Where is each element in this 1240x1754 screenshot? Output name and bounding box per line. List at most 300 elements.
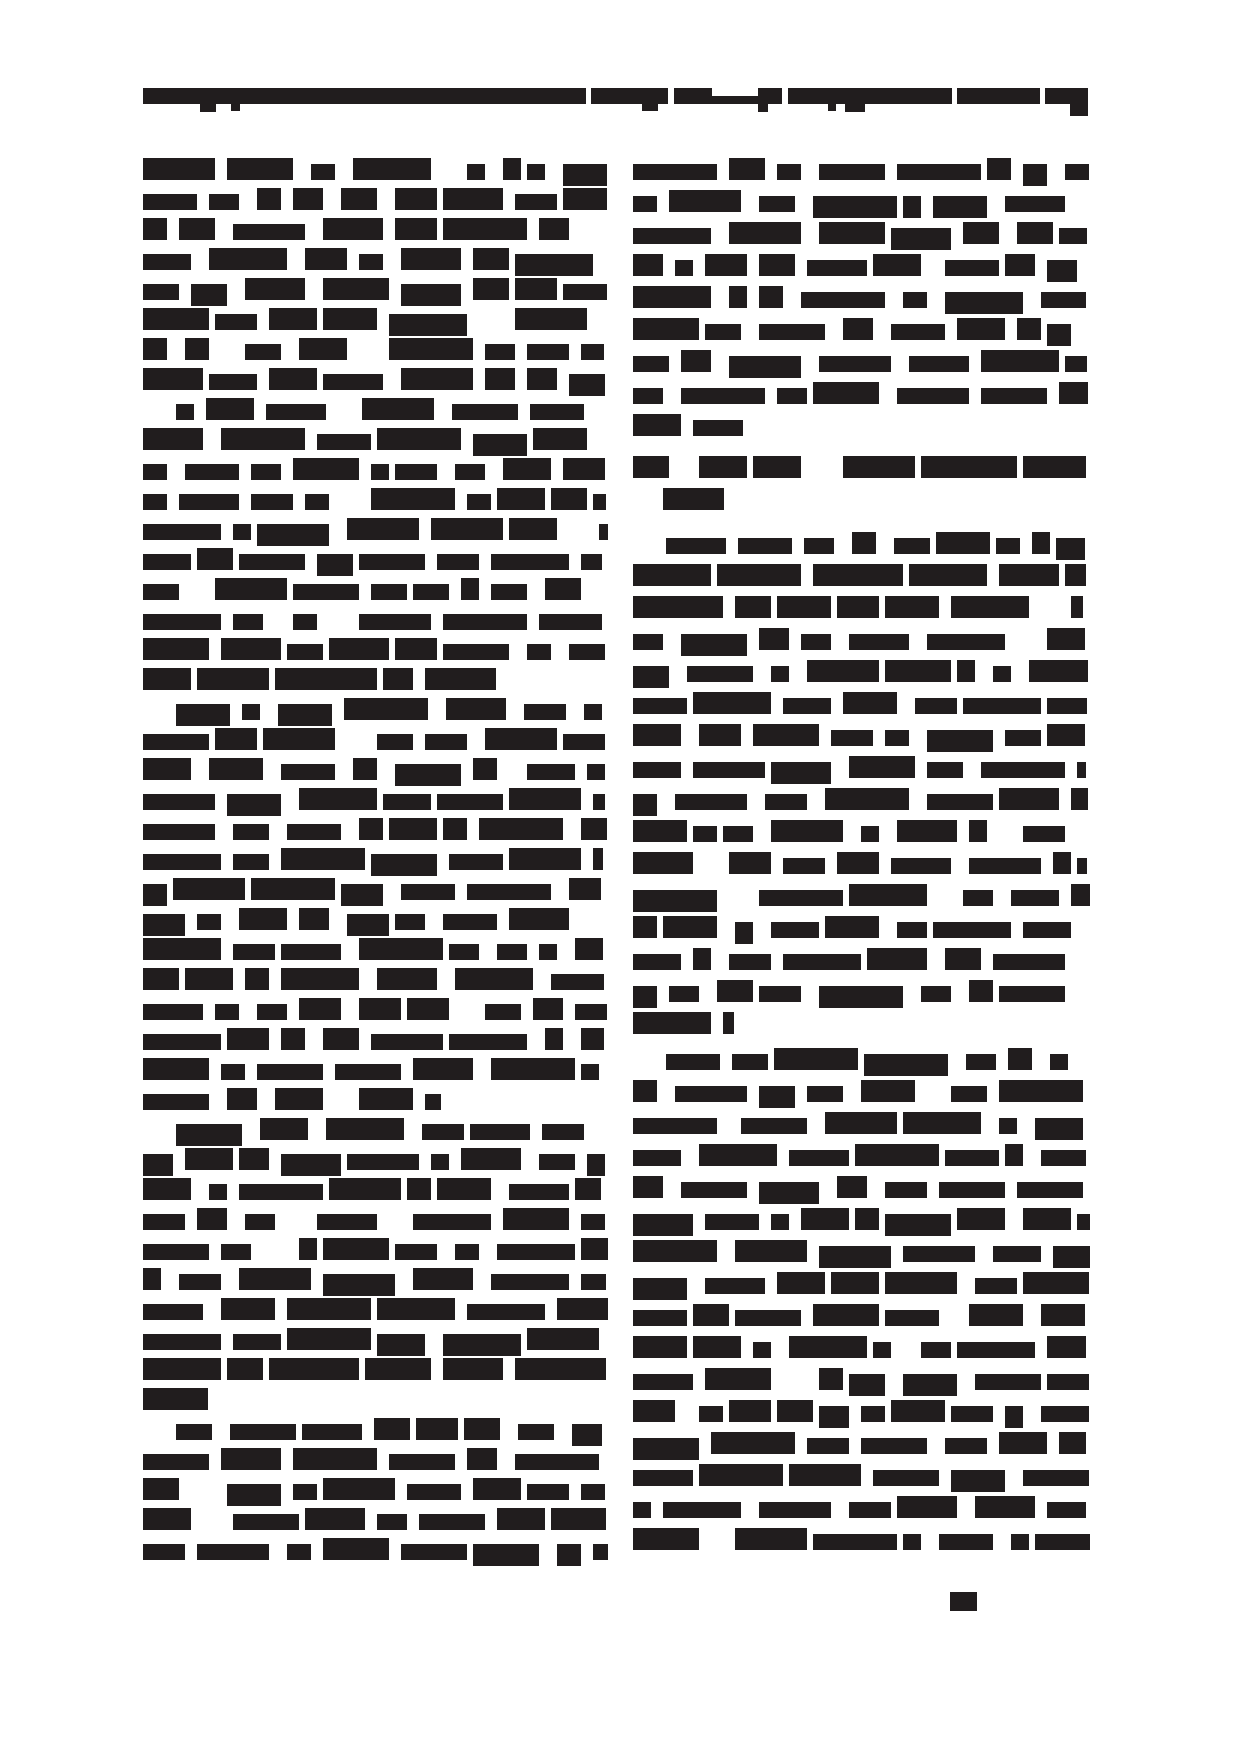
- word-block: [305, 494, 329, 510]
- word-block: [813, 196, 897, 218]
- word-block: [633, 414, 681, 436]
- word-block: [293, 584, 359, 600]
- word-block: [633, 852, 693, 874]
- word-block: [789, 1464, 861, 1486]
- word-block: [909, 356, 969, 372]
- word-block: [849, 1502, 891, 1518]
- word-block: [804, 538, 834, 554]
- word-block: [245, 344, 281, 360]
- word-block: [861, 1438, 927, 1454]
- word-block: [530, 404, 584, 420]
- word-block: [669, 986, 699, 1002]
- word-block: [783, 698, 831, 714]
- word-block: [365, 1358, 431, 1380]
- word-block: [891, 324, 945, 340]
- word-block: [633, 1214, 693, 1236]
- word-block: [524, 704, 566, 720]
- word-block: [518, 1424, 554, 1440]
- word-block: [281, 1154, 341, 1176]
- header-word-gap: [668, 88, 674, 104]
- word-block: [975, 1374, 1041, 1390]
- text-line: [143, 1058, 608, 1088]
- word-block: [581, 1214, 605, 1230]
- word-block: [693, 1336, 741, 1358]
- word-block: [569, 644, 605, 660]
- running-header: [143, 88, 1088, 118]
- word-block: [735, 1240, 807, 1262]
- word-block: [227, 794, 281, 816]
- text-line: [633, 414, 1090, 446]
- word-block: [323, 1028, 359, 1050]
- word-block: [587, 1154, 605, 1176]
- word-block: [176, 704, 230, 726]
- text-line: [633, 980, 1090, 1012]
- word-block: [143, 1454, 209, 1470]
- word-block: [143, 1334, 221, 1350]
- word-block: [551, 974, 604, 990]
- word-block: [473, 248, 509, 270]
- word-block: [981, 350, 1059, 372]
- word-block: [347, 1154, 419, 1170]
- word-block: [1041, 1406, 1089, 1422]
- word-block: [753, 456, 801, 478]
- text-line: [633, 884, 1090, 916]
- word-block: [323, 1274, 395, 1296]
- word-block: [377, 1514, 407, 1530]
- word-block: [143, 1058, 209, 1080]
- word-block: [666, 538, 726, 554]
- word-block: [633, 1470, 693, 1486]
- word-block: [975, 1496, 1035, 1518]
- word-block: [575, 1004, 607, 1020]
- word-block: [1023, 826, 1065, 842]
- word-block: [981, 762, 1065, 778]
- heading-line: [633, 488, 1090, 520]
- word-block: [305, 1508, 365, 1530]
- word-block: [197, 914, 221, 930]
- word-block: [963, 890, 993, 906]
- word-block: [729, 1400, 771, 1422]
- word-block: [545, 578, 581, 600]
- word-block: [539, 614, 602, 630]
- word-block: [633, 698, 687, 714]
- word-block: [491, 1274, 569, 1290]
- word-block: [1041, 1304, 1085, 1326]
- word-block: [176, 404, 194, 420]
- word-block: [227, 158, 293, 180]
- word-block: [407, 1178, 431, 1200]
- word-block: [143, 1388, 208, 1410]
- text-line: [143, 788, 608, 818]
- text-line: [633, 1144, 1090, 1176]
- word-block: [503, 1208, 569, 1230]
- text-line: [633, 1432, 1090, 1464]
- word-block: [849, 756, 915, 778]
- text-line: [633, 1528, 1090, 1560]
- word-block: [515, 194, 557, 210]
- word-block: [633, 1310, 687, 1326]
- word-block: [789, 1150, 849, 1166]
- word-block: [461, 1148, 521, 1170]
- word-block: [1041, 292, 1086, 308]
- word-block: [551, 488, 587, 510]
- word-block: [287, 1544, 311, 1560]
- word-block: [323, 1238, 389, 1260]
- word-block: [239, 1268, 311, 1290]
- word-block: [143, 194, 197, 210]
- page-number: [950, 1592, 977, 1611]
- word-block: [401, 248, 461, 270]
- word-block: [557, 1544, 581, 1566]
- word-block: [825, 1112, 897, 1134]
- word-block: [377, 1334, 425, 1356]
- word-block: [215, 578, 287, 600]
- word-block: [563, 284, 607, 300]
- word-block: [143, 464, 167, 480]
- text-line: [143, 1238, 608, 1268]
- word-block: [143, 494, 167, 510]
- word-block: [987, 158, 1011, 180]
- word-block: [1017, 318, 1041, 340]
- word-block: [999, 1118, 1017, 1134]
- text-line: [143, 1448, 608, 1478]
- word-block: [951, 1470, 1005, 1492]
- word-block: [837, 596, 879, 618]
- word-block: [551, 1508, 606, 1530]
- word-block: [885, 1214, 951, 1236]
- word-block: [1071, 788, 1088, 810]
- text-line: [143, 368, 608, 398]
- word-block: [245, 968, 269, 990]
- word-block: [455, 1244, 479, 1260]
- text-line: [143, 1538, 608, 1568]
- heading-line: [633, 456, 1090, 488]
- word-block: [852, 532, 876, 554]
- word-block: [1029, 660, 1088, 682]
- word-block: [437, 554, 479, 570]
- word-block: [230, 1424, 296, 1440]
- word-block: [221, 1448, 281, 1470]
- word-block: [951, 1406, 993, 1422]
- word-block: [819, 222, 885, 244]
- word-block: [515, 254, 593, 276]
- word-block: [633, 794, 657, 816]
- word-block: [455, 968, 533, 990]
- word-block: [705, 1368, 771, 1390]
- word-block: [143, 554, 191, 570]
- text-line: [633, 1400, 1090, 1432]
- word-block: [473, 1544, 539, 1566]
- word-block: [497, 488, 545, 510]
- word-block: [681, 388, 765, 404]
- text-line: [633, 532, 1090, 564]
- word-block: [735, 1528, 807, 1550]
- word-block: [143, 218, 167, 240]
- word-block: [1059, 1432, 1086, 1454]
- word-block: [999, 788, 1059, 810]
- word-block: [903, 196, 921, 218]
- word-block: [575, 1178, 601, 1200]
- word-block: [897, 820, 957, 842]
- word-block: [359, 818, 383, 840]
- text-line: [633, 382, 1090, 414]
- word-block: [855, 1144, 939, 1166]
- text-line: [143, 1118, 608, 1148]
- word-block: [563, 188, 607, 210]
- word-block: [581, 1238, 608, 1260]
- word-block: [143, 254, 191, 270]
- word-block: [269, 368, 317, 390]
- word-block: [1047, 628, 1085, 650]
- word-block: [693, 420, 743, 436]
- text-line: [633, 660, 1090, 692]
- word-block: [527, 1328, 599, 1350]
- header-descender-block: [758, 104, 768, 112]
- word-block: [1047, 260, 1077, 282]
- word-block: [1041, 1150, 1086, 1166]
- word-block: [422, 1124, 464, 1140]
- word-block: [464, 1418, 500, 1440]
- word-block: [485, 728, 557, 750]
- word-block: [1047, 724, 1085, 746]
- word-block: [633, 1118, 717, 1134]
- text-line: [143, 1178, 608, 1208]
- text-line: [143, 218, 608, 248]
- word-block: [633, 456, 669, 478]
- word-block: [783, 954, 861, 970]
- word-block: [699, 724, 741, 746]
- word-block: [1035, 1118, 1083, 1140]
- word-block: [311, 164, 335, 180]
- word-block: [239, 908, 287, 930]
- word-block: [921, 986, 951, 1002]
- text-line: [633, 158, 1090, 190]
- word-block: [801, 634, 831, 650]
- word-block: [675, 260, 693, 276]
- word-block: [389, 314, 467, 336]
- word-block: [807, 660, 879, 682]
- word-block: [206, 398, 254, 420]
- word-block: [633, 1278, 687, 1300]
- word-block: [185, 968, 233, 990]
- word-block: [633, 1502, 651, 1518]
- word-block: [699, 1144, 777, 1166]
- word-block: [633, 724, 681, 746]
- text-line: [143, 248, 608, 278]
- word-block: [753, 724, 819, 746]
- word-block: [581, 1028, 604, 1050]
- word-block: [209, 1184, 227, 1200]
- word-block: [1077, 762, 1086, 778]
- word-block: [233, 824, 269, 840]
- text-line: [633, 1464, 1090, 1496]
- word-block: [801, 292, 885, 308]
- word-block: [449, 1034, 527, 1050]
- text-line: [633, 628, 1090, 660]
- word-block: [221, 1064, 245, 1080]
- word-block: [545, 1028, 563, 1050]
- word-block: [897, 922, 927, 938]
- word-block: [143, 668, 191, 690]
- word-block: [143, 1478, 179, 1500]
- word-block: [945, 948, 981, 970]
- word-block: [425, 668, 496, 690]
- word-block: [843, 456, 915, 478]
- word-block: [963, 698, 1041, 714]
- word-block: [197, 1208, 227, 1230]
- word-block: [633, 564, 711, 586]
- word-block: [281, 764, 335, 780]
- word-block: [777, 1400, 813, 1422]
- word-block: [1011, 890, 1059, 906]
- word-block: [825, 916, 879, 938]
- word-block: [633, 634, 663, 650]
- word-block: [509, 518, 557, 540]
- word-block: [633, 228, 711, 244]
- word-block: [819, 986, 903, 1008]
- word-block: [377, 1298, 455, 1320]
- word-block: [777, 1272, 825, 1294]
- word-block: [515, 1358, 606, 1380]
- word-block: [239, 1184, 323, 1200]
- word-block: [221, 1298, 275, 1320]
- text-line: [633, 596, 1090, 628]
- word-block: [401, 368, 473, 390]
- word-block: [143, 1034, 221, 1050]
- word-block: [449, 944, 479, 960]
- text-line: [633, 350, 1090, 382]
- word-block: [401, 1544, 467, 1560]
- text-line: [143, 1328, 608, 1358]
- word-block: [1023, 922, 1071, 938]
- word-block: [1005, 1144, 1023, 1166]
- word-block: [897, 388, 969, 404]
- word-block: [452, 404, 518, 420]
- word-block: [479, 818, 563, 840]
- word-block: [969, 820, 987, 842]
- word-block: [1047, 324, 1071, 346]
- word-block: [509, 1184, 569, 1200]
- word-block: [813, 1534, 897, 1550]
- word-block: [633, 916, 657, 938]
- text-line: [143, 398, 608, 428]
- word-block: [729, 852, 771, 874]
- word-block: [323, 1538, 389, 1560]
- text-line: [143, 1148, 608, 1178]
- word-block: [735, 922, 753, 944]
- word-block: [269, 308, 317, 330]
- header-descender-block: [828, 104, 836, 111]
- word-block: [143, 1154, 173, 1176]
- word-block: [819, 1368, 843, 1390]
- header-descender-block: [1070, 104, 1088, 116]
- text-line: [633, 222, 1090, 254]
- word-block: [395, 188, 437, 210]
- word-block: [575, 938, 603, 960]
- word-block: [633, 1374, 693, 1390]
- word-block: [633, 286, 711, 308]
- text-line: [143, 758, 608, 788]
- word-block: [581, 344, 604, 360]
- word-block: [1032, 532, 1050, 554]
- header-word-gap: [952, 88, 957, 104]
- word-block: [278, 704, 332, 726]
- text-line: [633, 1080, 1090, 1112]
- word-block: [759, 1086, 795, 1108]
- word-block: [269, 1358, 359, 1380]
- word-block: [729, 158, 765, 180]
- word-block: [515, 308, 587, 330]
- word-block: [359, 938, 443, 960]
- word-block: [473, 278, 509, 300]
- word-block: [1017, 1182, 1083, 1198]
- word-block: [143, 524, 221, 540]
- word-block: [443, 818, 467, 840]
- word-block: [633, 356, 669, 372]
- text-line: [143, 578, 608, 608]
- word-block: [509, 908, 569, 930]
- text-line: [143, 848, 608, 878]
- word-block: [209, 758, 263, 780]
- text-line: [633, 724, 1090, 756]
- word-block: [395, 218, 437, 240]
- text-column-left: [143, 158, 608, 1568]
- word-block: [993, 1246, 1041, 1262]
- word-block: [927, 634, 1005, 650]
- word-block: [675, 794, 747, 810]
- word-block: [801, 1208, 849, 1230]
- word-block: [1050, 1054, 1068, 1070]
- word-block: [633, 596, 723, 618]
- word-block: [759, 196, 795, 212]
- word-block: [759, 254, 795, 276]
- word-block: [143, 1244, 209, 1260]
- word-block: [362, 398, 434, 420]
- word-block: [293, 1448, 377, 1470]
- header-descender-block: [231, 104, 240, 111]
- word-block: [143, 938, 221, 960]
- word-block: [819, 356, 891, 372]
- word-block: [1035, 1534, 1090, 1550]
- word-block: [197, 548, 233, 570]
- word-block: [849, 634, 909, 650]
- header-halftone-gap: [712, 88, 758, 96]
- word-block: [143, 368, 203, 390]
- word-block: [693, 948, 711, 970]
- text-line: [143, 1298, 608, 1328]
- word-block: [302, 1424, 362, 1440]
- text-line: [143, 1358, 608, 1388]
- header-word-gap: [782, 88, 788, 104]
- word-block: [557, 1298, 608, 1320]
- word-block: [633, 986, 657, 1008]
- text-line: [633, 1496, 1090, 1528]
- word-block: [909, 564, 987, 586]
- word-block: [1011, 1534, 1029, 1550]
- word-block: [266, 404, 326, 420]
- word-block: [473, 434, 527, 456]
- word-block: [993, 954, 1065, 970]
- word-block: [819, 164, 885, 180]
- word-block: [443, 1334, 521, 1356]
- word-block: [233, 614, 263, 630]
- word-block: [191, 284, 227, 306]
- word-block: [705, 254, 747, 276]
- word-block: [443, 614, 527, 630]
- text-line: [143, 878, 608, 908]
- word-block: [1005, 730, 1041, 746]
- word-block: [1047, 1502, 1086, 1518]
